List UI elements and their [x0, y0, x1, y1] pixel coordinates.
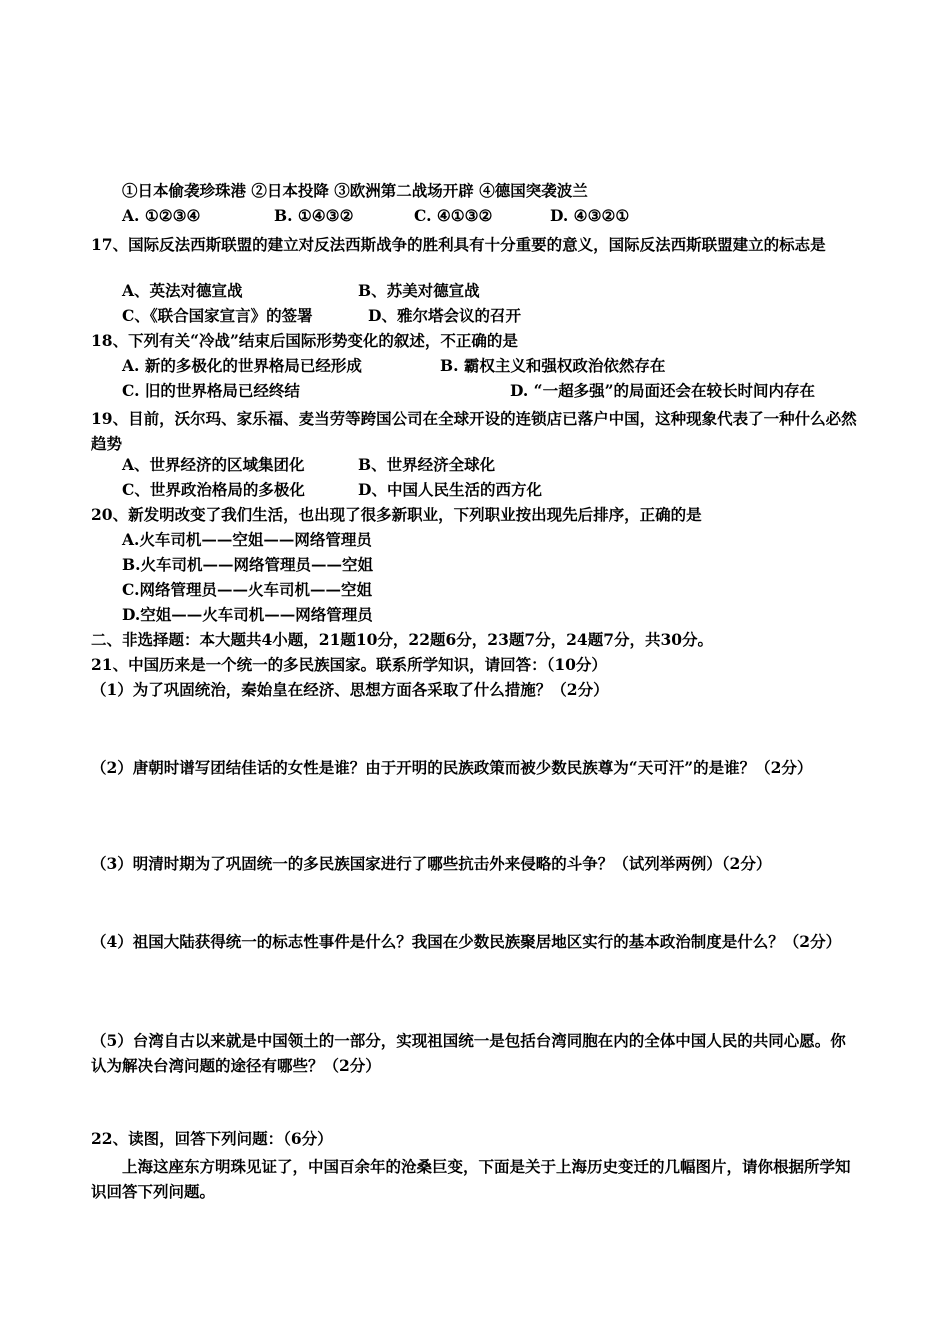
q18-stem: 18、下列有关“冷战”结束后国际形势变化的叙述，不正确的是 [91, 331, 518, 350]
q19-option-c: C、世界政治格局的多极化 [122, 480, 305, 499]
q19-option-b: B、世界经济全球化 [358, 455, 496, 474]
q17-stem: 17、国际反法西斯联盟的建立对反法西斯战争的胜利具有十分重要的意义，国际反法西斯联盟建立的标志是 [91, 235, 826, 254]
q22-intro: 上海这座东方明珠见证了，中国百余年的沧桑巨变，下面是关于上海历史变迁的几幅图片，请你根据所学知识回答下列问题。 [91, 1157, 851, 1201]
q21-part-2: （2）唐朝时谱写团结佳话的女性是谁？由于开明的民族政策而被少数民族尊为“天可汗”的是谁？（2分） [91, 758, 813, 777]
q21-part-5: （5）台湾自古以来就是中国领土的一部分，实现祖国统一是包括台湾同胞在内的全体中国人民的共同心愿。你认为解决台湾问题的途径有哪些？（2分） [91, 1031, 846, 1075]
q21-stem: 21、中国历来是一个统一的多民族国家。联系所学知识，请回答：（10分） [91, 655, 607, 674]
q16-option-a: A. ①②③④ [122, 206, 201, 225]
q19-option-a: A、世界经济的区域集团化 [122, 455, 305, 474]
q19-stem: 19、目前，沃尔玛、家乐福、麦当劳等跨国公司在全球开设的连锁店已落户中国，这种现象代表了一种什么必然趋势 [91, 409, 857, 453]
q19-option-d: D、中国人民生活的西方化 [358, 480, 542, 499]
q16-option-c: C. ④①③② [414, 206, 493, 225]
q16-items: ①日本偷袭珍珠港 ②日本投降 ③欧洲第二战场开辟 ④德国突袭波兰 [122, 181, 588, 200]
q18-option-b: B. 霸权主义和强权政治依然存在 [440, 356, 666, 375]
q18-option-c: C. 旧的世界格局已经终结 [122, 381, 300, 400]
q20-stem: 20、新发明改变了我们生活，也出现了很多新职业，下列职业按出现先后排序，正确的是 [91, 505, 702, 524]
q18-option-d: D. “一超多强”的局面还会在较长时间内存在 [510, 381, 816, 400]
q20-option-b: B.火车司机——网络管理员——空姐 [122, 555, 373, 574]
q21-part-4: （4）祖国大陆获得统一的标志性事件是什么？我国在少数民族聚居地区实行的基本政治制度是什么？（2分） [91, 932, 842, 951]
q21-part-3: （3）明清时期为了巩固统一的多民族国家进行了哪些抗击外来侵略的斗争？（试列举两例）（2分） [91, 854, 772, 873]
q21-part-1: （1）为了巩固统治，秦始皇在经济、思想方面各采取了什么措施？（2分） [91, 680, 609, 699]
q20-option-c: C.网络管理员——火车司机——空姐 [122, 580, 372, 599]
q18-option-a: A. 新的多极化的世界格局已经形成 [122, 356, 362, 375]
section-2-heading: 二、非选择题：本大题共4小题，21题10分，22题6分，23题7分，24题7分，共30分。 [91, 630, 714, 649]
q17-option-d: D、雅尔塔会议的召开 [368, 306, 521, 325]
q17-option-a: A、英法对德宣战 [122, 281, 243, 300]
q16-option-b: B. ①④③② [274, 206, 354, 225]
q16-option-d: D. ④③②① [550, 206, 630, 225]
q17-option-b: B、苏美对德宣战 [358, 281, 480, 300]
q22-stem: 22、读图，回答下列问题：（6分） [91, 1129, 333, 1148]
q17-option-c: C、《联合国家宣言》的签署 [122, 306, 313, 325]
q20-option-d: D.空姐——火车司机——网络管理员 [122, 605, 373, 624]
q20-option-a: A.火车司机——空姐——网络管理员 [122, 530, 372, 549]
